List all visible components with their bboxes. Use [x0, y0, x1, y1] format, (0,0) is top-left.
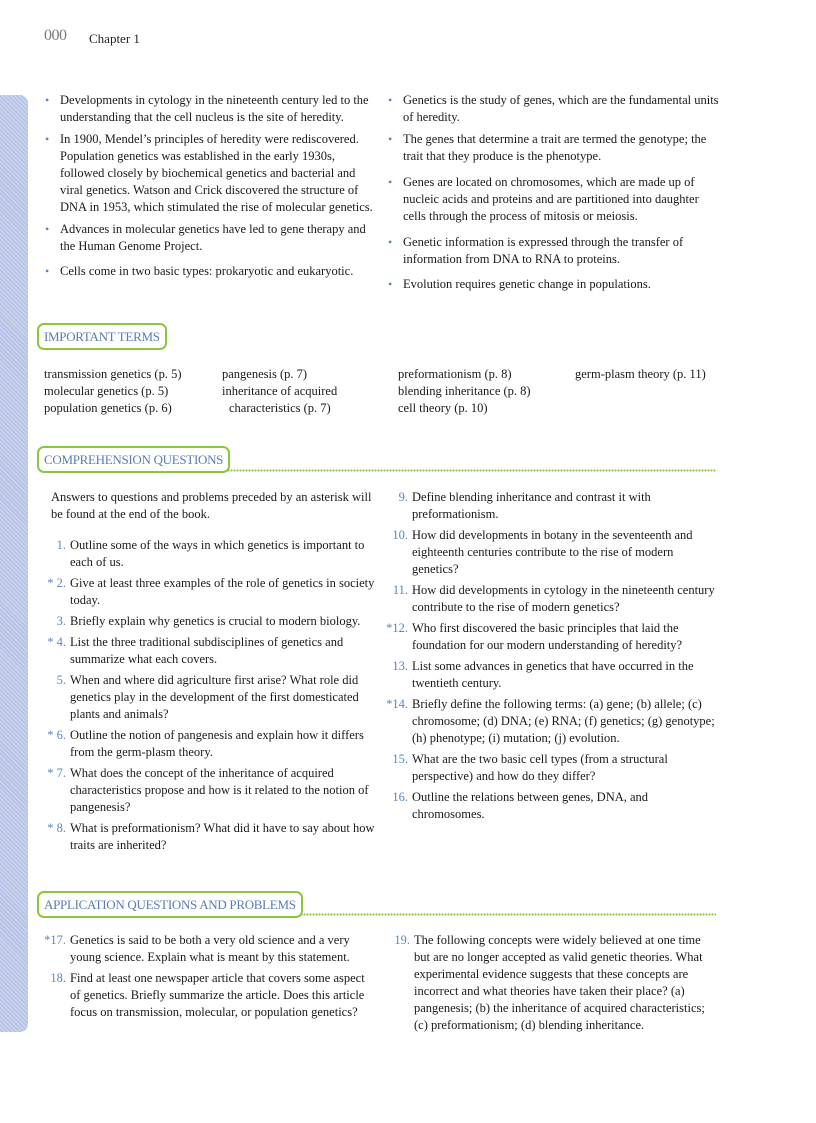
- summary-item: • Developments in cytology in the nineteenth century led to the understanding that the cell nucleus is the site of heredity.: [45, 93, 369, 124]
- term: population genetics (p. 6): [44, 401, 172, 415]
- summary-item: • The genes that determine a trait are termed the genotype; the trait that they produce is the phenotype.: [388, 132, 707, 163]
- important-terms-heading: IMPORTANT TERMS: [37, 323, 167, 350]
- terms-column-3: [398, 366, 531, 417]
- question-item: 19. The following concepts were widely believed at one time but are no longer accepted as valid genetic theories. What experimental evidence suggests that these concepts are incorrect and what theories have taken their place? (a) pangenesis; (b) the inheritance of acquired characteristics; (c) preformationism; (d) blending inheritance.: [394, 933, 705, 1032]
- terms-column-4: [575, 366, 706, 383]
- summary-item: • Genes are located on chromosomes, which are made up of nucleic acids and proteins and are partitioned into daughter cells through the process of mitosis or meiosis.: [388, 175, 699, 223]
- comprehension-heading: COMPREHENSION QUESTIONS: [37, 446, 230, 473]
- term: transmission genetics (p. 5): [44, 367, 182, 381]
- comprehension-left-column: [44, 489, 376, 858]
- question-item: 15. What are the two basic cell types (from a structural perspective) and how do they differ?: [392, 752, 668, 783]
- terms-column-2: [222, 366, 337, 417]
- question-item: * 4. List the three traditional subdisciplines of genetics and summarize what each covers.: [47, 635, 344, 666]
- question-item: 9. Define blending inheritance and contrast it with preformationism.: [398, 490, 651, 521]
- summary-item: • Genetics is the study of genes, which are the fundamental units of heredity.: [388, 93, 719, 124]
- summary-item: • Cells come in two basic types: prokaryotic and eukaryotic.: [45, 264, 354, 278]
- question-item: * 2. Give at least three examples of the role of genetics in society today.: [47, 576, 375, 607]
- chapter-label: Chapter 1: [89, 31, 140, 46]
- term: characteristics (p. 7): [229, 401, 331, 415]
- answers-note: Answers to questions and problems preceded by an asterisk will be found at the end of the book.: [51, 490, 372, 521]
- section-divider: [224, 469, 716, 472]
- question-item: * 7. What does the concept of the inheritance of acquired characteristics propose and how is it related to the notion of pangenesis?: [47, 766, 369, 814]
- summary-item: • Evolution requires genetic change in populations.: [388, 277, 651, 291]
- application-right-column: [388, 932, 718, 1038]
- term: cell theory (p. 10): [398, 401, 488, 415]
- question-item: 3. Briefly explain why genetics is crucial to modern biology.: [56, 614, 361, 628]
- question-item: 13. List some advances in genetics that have occurred in the twentieth century.: [392, 659, 694, 690]
- question-item: *17. Genetics is said to be both a very old science and a very young science. Explain what is meant by this statement.: [44, 933, 350, 964]
- page-edge-tab: [0, 95, 28, 1032]
- term: germ-plasm theory (p. 11): [575, 367, 706, 381]
- page-number: 000: [44, 27, 67, 44]
- term: blending inheritance (p. 8): [398, 384, 531, 398]
- question-item: * 6. Outline the notion of pangenesis and explain how it differs from the germ-plasm theory.: [47, 728, 364, 759]
- question-item: 11. How did developments in cytology in the nineteenth century contribute to the rise of modern genetics?: [392, 583, 715, 614]
- summary-left-column: [44, 92, 374, 285]
- summary-item: • Advances in molecular genetics have led to gene therapy and the Human Genome Project.: [45, 222, 366, 253]
- summary-item: • Genetic information is expressed through the transfer of information from DNA to RNA to proteins.: [388, 235, 684, 266]
- term: molecular genetics (p. 5): [44, 384, 169, 398]
- question-item: 5. When and where did agriculture first arise? What role did genetics play in the development of the first domesticated plants and animals?: [56, 673, 359, 721]
- terms-column-1: [44, 366, 181, 417]
- term: preformationism (p. 8): [398, 367, 512, 381]
- summary-item: • In 1900, Mendel’s principles of heredity were rediscovered. Population genetics was established in the early 1930s, followed closely by biochemical genetics and bacterial and viral genetics. Watson and Crick discovered the structure of DNA in 1953, which stimulated the rise of molecular genetics.: [45, 132, 373, 214]
- question-item: *12. Who first discovered the basic principles that laid the foundation for our modern understanding of heredity?: [386, 621, 683, 652]
- term: inheritance of acquired: [222, 384, 338, 398]
- question-item: *14. Briefly define the following terms: (a) gene; (b) allele; (c) chromosome; (d) DNA; (e) RNA; (f) genetics; (g) genotype; (h) phenotype; (i) mutation; (j) evolution.: [386, 697, 715, 745]
- summary-right-column: [387, 92, 722, 298]
- section-divider: [300, 913, 716, 916]
- application-heading: APPLICATION QUESTIONS AND PROBLEMS: [37, 891, 303, 918]
- term: pangenesis (p. 7): [222, 367, 308, 381]
- question-item: * 8. What is preformationism? What did it have to say about how traits are inherited?: [47, 821, 375, 852]
- application-left-column: [44, 932, 370, 1025]
- question-item: 18. Find at least one newspaper article that covers some aspect of genetics. Briefly summarize the article. Does this article focus on transmission, molecular, or population genetics?: [50, 971, 365, 1019]
- question-item: 16. Outline the relations between genes, DNA, and chromosomes.: [392, 790, 649, 821]
- question-item: 1. Outline some of the ways in which genetics is important to each of us.: [56, 538, 365, 569]
- question-item: 10. How did developments in botany in the seventeenth and eighteenth centuries contribute to the rise of modern genetics?: [392, 528, 693, 576]
- comprehension-right-column: [386, 489, 716, 827]
